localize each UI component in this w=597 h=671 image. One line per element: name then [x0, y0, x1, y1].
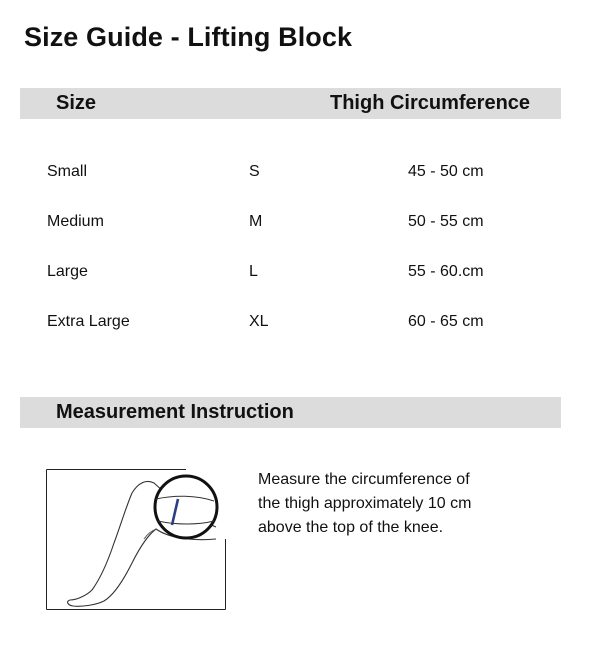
size-name: Small [47, 163, 88, 180]
size-range: 45 - 50 cm [408, 163, 484, 180]
instruction-line: above the top of the knee. [258, 519, 444, 536]
size-range: 50 - 55 cm [408, 213, 484, 230]
instruction-line: the thigh approximately 10 cm [258, 495, 472, 512]
table-row [0, 261, 597, 283]
size-code: S [249, 163, 260, 180]
table-row [0, 311, 597, 333]
size-range: 55 - 60.cm [408, 263, 484, 280]
size-column-header: Size [56, 92, 97, 114]
measurement-instruction-title: Measurement Instruction [56, 401, 294, 423]
size-name: Medium [47, 213, 104, 230]
thigh-circumference-column-header: Thigh Circumference [330, 92, 531, 114]
leg-thigh-measurement-icon [46, 469, 226, 610]
page-title: Size Guide - Lifting Block [24, 22, 353, 52]
size-range: 60 - 65 cm [408, 313, 484, 330]
size-code: L [249, 263, 258, 280]
size-name: Extra Large [47, 313, 130, 330]
size-code: M [249, 213, 263, 230]
size-code: XL [249, 313, 269, 330]
measurement-instruction-header [20, 397, 561, 428]
table-row [0, 161, 597, 183]
instruction-line: Measure the circumference of [258, 471, 470, 488]
table-row [0, 211, 597, 233]
measurement-instruction-text [258, 468, 558, 540]
size-table-header [20, 88, 561, 119]
size-name: Large [47, 263, 88, 280]
